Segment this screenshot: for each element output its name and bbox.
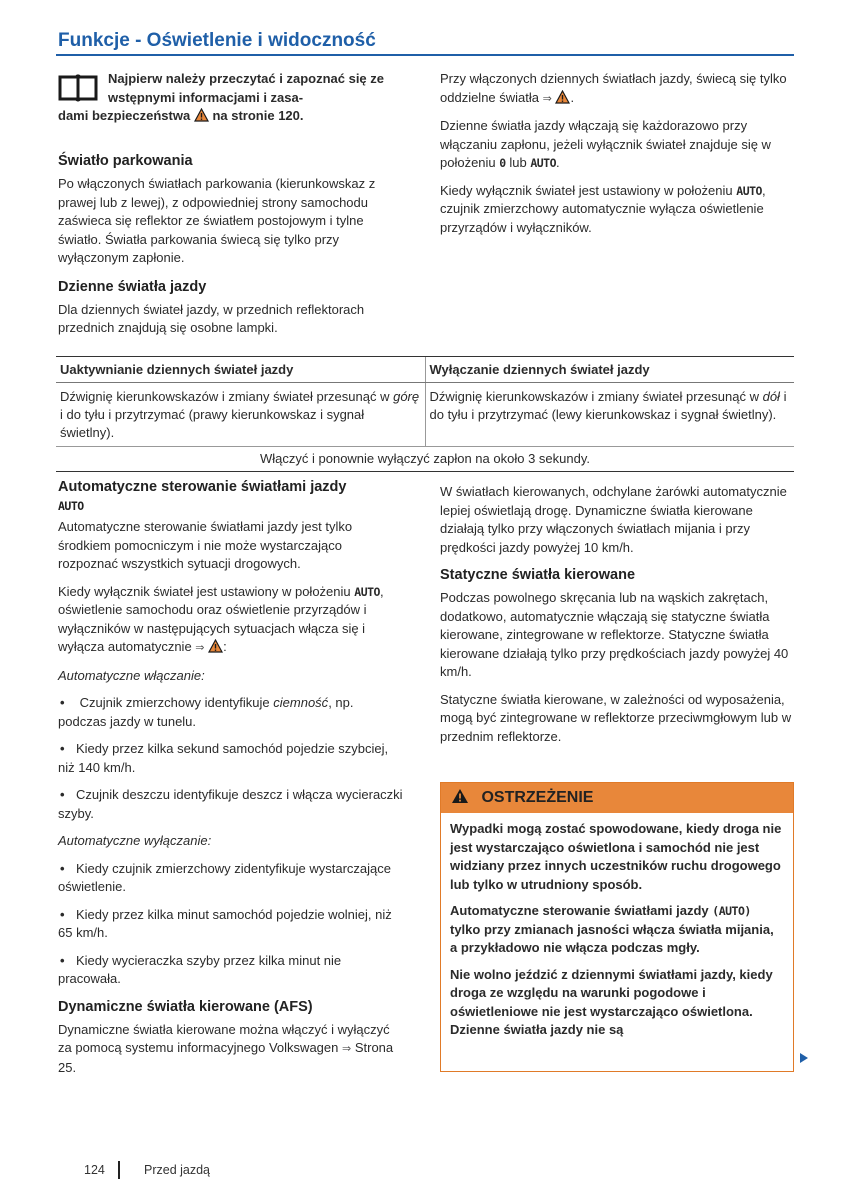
auto-code: (AUTO) [712,904,751,918]
warning-title: OSTRZEŻENIE [481,789,594,806]
list-item: • Kiedy przez kilka minut samochód pojedzie wolniej, niż 65 km/h. [58,906,403,943]
afs-description: W światłach kierowanych, odchylane żarówki automatycznie lepiej oświetlają drogę. Dynamiczne światła kierowane działają tylko przy włączonych światłach mijania i przy prędkości jazdy powyżej 10 km/h. [440,484,787,555]
right-top-p2a: Dzienne światła jazdy włączają się każdorazowo przy włączaniu zapłonu, jeżeli wyłącznik świateł znajduje się w położeniu [440,118,771,170]
left-bottom-column [58,478,403,1086]
list-item: • Czujnik deszczu identyfikuje deszcz i włącza wycieraczki szyby. [58,786,403,823]
section-name: Przed jazdą [144,1163,211,1177]
page-reference-link[interactable]: Strona 25. [58,1040,394,1075]
bullet-emphasis: ciemność [273,695,329,710]
auto-lights-heading [58,478,403,516]
list-item: • Kiedy wycieraczka szyby przez kilka minut nie pracowała. [58,952,403,989]
auto-p2-text: , oświetlenie samochodu oraz oświetlenie przyrządów i wyłączników w następujących sytuacjach włącza się i wyłącza automatycznie [58,583,384,654]
cross-reference-arrow-icon: ⇒ [542,92,552,105]
table-footer-cell: Włączyć i ponownie wyłączyć zapłon na około 3 sekundy. [56,447,794,472]
cell-text: i do tyłu i przytrzymać (lewy kierunkowskaz i sygnał świetlny). [429,389,787,422]
afs-text-body: Dynamiczne światła kierowane można włączyć i wyłączyć za pomocą systemu informacyjnego Volkswagen [58,1021,390,1055]
warning-bullet-text: tylko przy zmianach jasności włącza światła mijania, a przykładowo nie włącza podczas mgły. [450,921,774,955]
cell-emphasis: górę [393,389,420,404]
book-icon [58,74,98,102]
right-top-p2-or: lub [509,155,527,170]
right-top-column [440,70,790,246]
warning-box [440,782,794,1072]
cell-text: i do tyłu i przytrzymać (prawy kierunkowskaz i sygnał świetlny). [60,407,365,440]
list-item: • Kiedy przez kilka sekund samochód pojedzie szybciej, niż 140 km/h. [58,740,403,777]
auto-p2-text: Kiedy wyłącznik świateł jest ustawiony w położeniu [58,583,351,599]
drl-heading: Dzienne światła jazdy [58,278,207,295]
cross-reference-arrow-icon: ⇒ [195,642,205,654]
table-header-row [56,357,794,383]
auto-p2: Kiedy wyłącznik świateł jest ustawiony w położeniu AUTO, oświetlenie samochodu oraz oświetlenie przyrządów i wyłączników w następujących sytuacjach włącza się i wyłącza automatycznie ⇒ : [58,583,384,654]
footer-divider [118,1161,120,1179]
intro-notice-continued [58,107,403,126]
switch-position-zero: 0 [499,156,506,170]
list-item: • Kiedy czujnik zmierzchowy zidentyfikuje wystarczające oświetlenie. [58,860,403,897]
right-top-p3a: Kiedy wyłącznik świateł jest ustawiony w położeniu [440,182,733,198]
parking-text: Po włączonych światłach parkowania (kierunkowskaz z prawej lub z lewej), z odpowiedniej strony samochodu zaświeca się reflektor ze światłem postojowym i tylne światło. Światła parkowania świecą się tylko przy wyłączonym zapłonie. [58,176,376,265]
warning-triangle-icon [208,639,223,653]
cell-text: Dźwignię kierunkowskazów i zmiany świateł przesunąć w [60,389,390,404]
right-top-p3b: , czujnik zmierzchowy automatycznie wyłącza oświetlenie przyrządów i wyłączników. [440,182,766,235]
left-top-column [58,146,403,347]
warning-header [441,783,793,813]
static-p1: Podczas powolnego skręcania lub na wąskich zakrętach, dodatkowo, automatycznie włączają się statyczne światła kierowane, zintegrowane w reflektorze. Statyczne światła kierowane działają tylko przy prędkościach jazdy powyżej 40 km/h. [440,590,789,679]
table-header-activate: Uaktywnianie dziennych świateł jazdy [56,357,425,383]
switch-position-auto: AUTO [736,183,762,198]
warning-bullet-text: Automatyczne sterowanie światłami jazdy [450,903,709,918]
drl-text: Dla dziennych świateł jazdy, w przednich reflektorach przednich znajdują się osobne lampki. [58,301,365,335]
drl-separate-lights-text: Przy włączonych dziennych światłach jazdy, świecą się tylko oddzielne światła ⇒ . [440,71,787,105]
intro-notice [108,70,403,107]
intro-line2b: na stronie 120. [212,108,304,123]
table-cell-activate [56,383,425,447]
warning-triangle-icon [194,108,209,122]
right-bottom-column [440,483,792,755]
list-item [450,902,784,958]
afs-text [58,1021,403,1078]
auto-code: AUTO [58,499,84,513]
list-item [58,694,403,731]
switch-position-auto: AUTO [530,156,557,170]
page-number: 124 [84,1163,105,1177]
table-cell-deactivate [425,383,794,447]
static-lights-heading: Statyczne światła kierowane [440,567,636,583]
page-title: Funkcje - Oświetlenie i widoczność [58,30,376,51]
warning-triangle-icon [555,90,570,104]
table-row [56,447,794,472]
afs-heading: Dynamiczne światła kierowane (AFS) [58,998,313,1015]
cell-emphasis: dół [762,389,780,404]
auto-lights-heading-text: Automatyczne sterowanie światłami jazdy [58,479,347,495]
continue-arrow-icon [800,1053,808,1063]
parking-heading: Światło parkowania [58,153,193,169]
intro-line2a: dami bezpieczeństwa [58,108,191,123]
auto-dusk-text [440,182,790,238]
cell-text: Dźwignię kierunkowskazów i zmiany świateł przesunąć w [429,389,759,404]
auto-p1: Automatyczne sterowanie światłami jazdy jest tylko środkiem pomocniczym i nie może wystarczająco rozpoznać wszystkich sytuacji drogowych. [58,519,353,571]
auto-on-label: Automatyczne włączanie: [58,667,205,683]
cross-reference-arrow-icon: ⇒ [342,1043,352,1055]
warning-body [441,813,793,1055]
auto-code: AUTO [354,584,380,599]
bullet-text: Czujnik zmierzchowy identyfikuje [79,695,270,710]
warning-p1: Wypadki mogą zostać spowodowane, kiedy droga nie jest wystarczająco oświetlona i samochód nie jest widziany przez innych uczestników ruchu drogowego lub tylko w utrudniony sposób. [450,821,782,892]
intro-line1: Najpierw należy przeczytać i zapoznać się ze wstępnymi informacjami i zasa- [108,71,385,105]
drl-table [56,356,794,472]
warning-triangle-icon [451,788,469,804]
auto-off-label: Automatyczne wyłączanie: [58,833,212,848]
static-p2: Statyczne światła kierowane, w zależności od wyposażenia, mogą być zintegrowane w reflektorze przeciwmgłowym lub w przednim reflektorze. [440,691,792,744]
table-header-deactivate: Wyłączanie dziennych świateł jazdy [425,357,794,383]
table-row [56,383,794,447]
right-top-p1: Przy włączonych dziennych światłach jazdy, świecą się tylko oddzielne światła [440,71,787,105]
drl-ignition-text: Dzienne światła jazdy włączają się każdorazowo przy włączaniu zapłonu, jeżeli wyłącznik świateł znajduje się w położeniu 0 lub AUTO. [440,118,771,170]
list-item: Nie wolno jeździć z dziennymi światłami jazdy, kiedy droga ze względu na warunki pogodowe i oświetleniowe nie jest wystarczająco oświetlona. Dzienne światła jazdy nie są [450,966,773,1037]
bullet-text: , np. podczas jazdy w tunelu. [58,695,354,729]
title-divider [56,54,794,56]
